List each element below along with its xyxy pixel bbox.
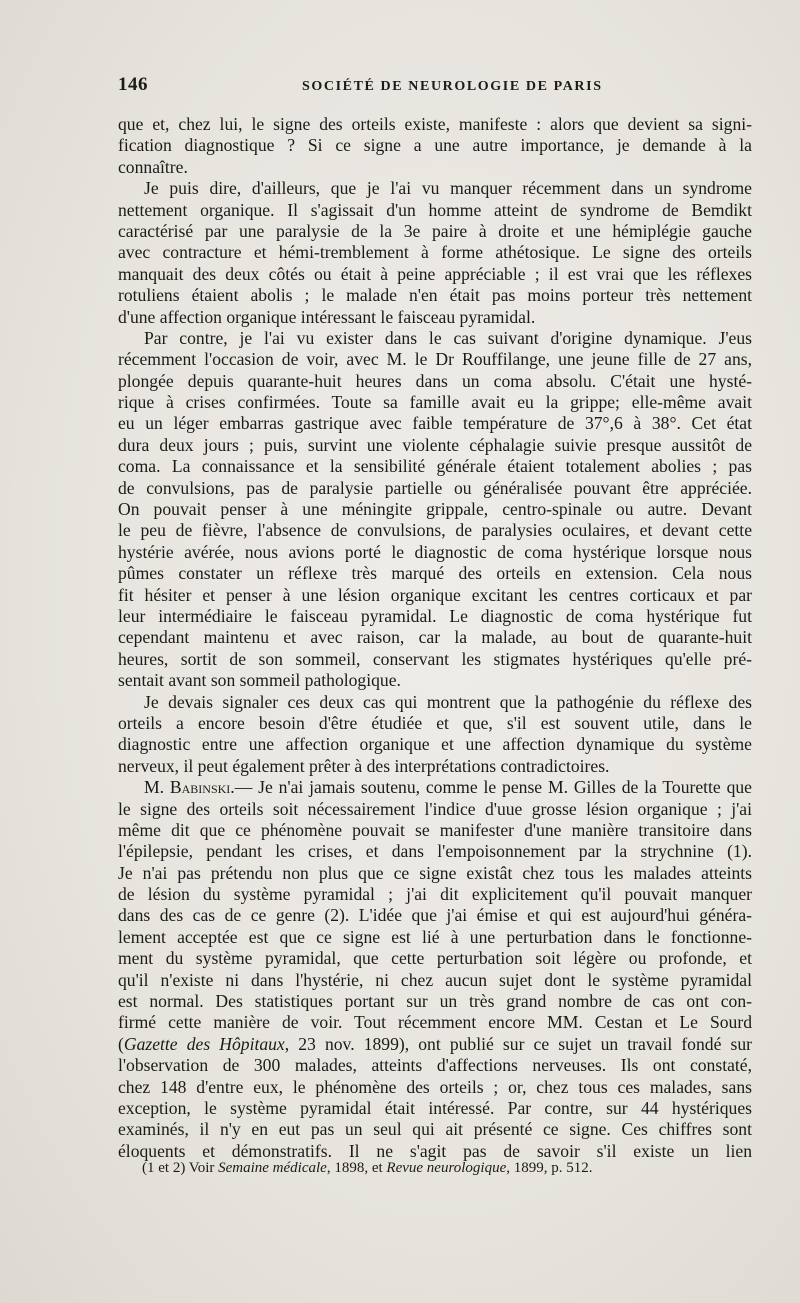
text-line: éloquents et démonstratifs. Il ne s'agit pas de savoir s'il existe un lien [118,1140,752,1161]
text-line: dans des cas de ce genre (2). L'idée que j'ai émise et qui est aujourd'hui généra- [118,905,752,926]
text-line: fit hésiter et penser à une lésion organique excitant les centres corticaux et par [118,584,752,605]
footnote-journal: Revue neurologique [386,1160,507,1176]
text-line: lement acceptée est que ce signe est lié à une perturbation dans le fonctionne- [118,926,752,947]
text-line: l'observation de 300 malades, atteints d'affections nerveuses. Ils ont constaté, [118,1055,752,1076]
text-line: de convulsions, pas de paralysie partielle ou généralisée pouvant être appréciée. [118,477,752,498]
text-line: récemment l'occasion de voir, avec M. le Dr Rouffilange, une jeune fille de 27 ans, [118,349,752,370]
text-line: cependant maintenu et avec raison, car la malade, au bout de quarante-huit [118,627,752,648]
speaker-name: M. Babinski. [144,777,235,798]
text-line: nettement organique. Il s'agissait d'un homme atteint de syndrome de Bemdikt [118,199,752,220]
text-line: hystérie avérée, nous avions porté le diagnostic de coma hystérique lorsque nous [118,541,752,562]
text-line: sentait avant son sommeil pathologique. [118,670,401,691]
text-line: orteils a encore besoin d'être étudiée et que, s'il est souvent utile, dans le [118,712,752,733]
text-line-speaker: M. Babinski.— Je n'ai jamais soutenu, comme le pense M. Gilles de la Tourette que [144,777,752,798]
text-line: ment du système pyramidal, que cette perturbation soit légère ou profonde, et [118,948,752,969]
text-line: rotuliens étaient abolis ; le malade n'en était pas moins porteur très nettement [118,285,752,306]
text-line: Je devais signaler ces deux cas qui montrent que la pathogénie du réflexe des [144,691,752,712]
text-line: On pouvait penser à une méningite grippale, centro-spinale ou autre. Devant [118,499,752,520]
text-line: l'épilepsie, pendant les crises, et dans l'empoisonnement par la strychnine (1). [118,841,752,862]
text-line: chez 148 d'entre eux, le phénomène des orteils ; or, chez tous ces malades, sans [118,1076,752,1097]
text-line: Je n'ai pas prétendu non plus que ce signe existât chez tous les malades atteints [118,862,752,883]
text-line: avec contracture et hémi-tremblement à forme athétosique. Le signe des orteils [118,242,752,263]
text-line: plongée depuis quarante-huit heures dans un coma absolu. C'était une hysté- [118,370,752,391]
text-line: Je puis dire, d'ailleurs, que je l'ai vu manquer récemment dans un syndrome [144,178,752,199]
text-line: caractérisé par une paralysie de la 3e paire à droite et une hémiplégie gauche [118,220,752,241]
text-line: diagnostic entre une affection organique et une affection dynamique du système [118,734,752,755]
text-line: fication diagnostique ? Si ce signe a une autre importance, je demande à la [118,135,752,156]
text-line: le signe des orteils soit nécessairement l'indice d'uue grosse lésion organique ; j'ai [118,798,752,819]
text-line: dura deux jours ; puis, survint une violente céphalagie suivie presque aussitôt de [118,434,752,455]
text-line: de lésion du système pyramidal ; j'ai dit explicitement qu'il pouvait manquer [118,884,752,905]
text-line: eu un léger embarras gastrique avec faible température de 37°,6 à 38°. Cet état [118,413,752,434]
journal-title: Gazette des Hôpitaux [123,1033,285,1054]
text-line: d'une affection organique intéressant le faisceau pyramidal. [118,306,536,327]
text-line: exception, le système pyramidal était intéressé. Par contre, sur 44 hystériques [118,1097,752,1118]
text-line: heures, sortit de son sommeil, conservant les stigmates hystériques qu'elle pré- [118,648,752,669]
text-line-citation: (Gazette des Hôpitaux, 23 nov. 1899), ont publié sur ce sujet un travail fondé sur [118,1033,752,1054]
text-line: est normal. Des statistiques portant sur un très grand nombre de cas ont con- [118,991,752,1012]
text-line: manquait des deux côtés ou était à peine appréciable ; il est vrai que les réflexes [118,263,752,284]
text-line: même dit que ce phénomène pouvait se manifester d'une manière transitoire dans [118,819,752,840]
page-header [118,74,678,102]
text-line: nerveux, il peut également prêter à des interprétations contradictoires. [118,755,610,776]
text-line: connaître. [118,156,188,177]
text-line: firmé cette manière de voir. Tout récemment encore MM. Cestan et Le Sourd [118,1012,752,1033]
body-text [118,114,752,1162]
text-line: leur intermédiaire le faisceau pyramidal. Le diagnostic de coma hystérique fut [118,605,752,626]
text-line: qu'il n'existe ni dans l'hystérie, ni chez aucun sujet dont le système pyramidal [118,969,752,990]
text-line: examinés, il n'y en eut pas un seul qui ait présenté ce signe. Ces chiffres sont [118,1119,752,1140]
text-line: coma. La connaissance et la sensibilité générale étaient totalement abolies ; pas [118,456,752,477]
text-line: pûmes constater un réflexe très marqué des orteils en extension. Cela nous [118,563,752,584]
footnote: (1 et 2) Voir Semaine médicale, 1898, et Revue neurologique, 1899, p. 512. [142,1160,593,1176]
page-number: 146 [118,74,148,95]
text-line: Par contre, je l'ai vu exister dans le cas suivant d'origine dynamique. J'eus [144,327,752,348]
text-line: rique à crises confirmées. Toute sa famille avait eu la grippe; elle-même avait [118,392,752,413]
footnote-journal: Semaine médicale [218,1160,327,1176]
running-head: SOCIÉTÉ DE NEUROLOGIE DE PARIS [302,79,603,94]
text-line: le peu de fièvre, l'absence de convulsions, de paralysies oculaires, et devant cette [118,520,752,541]
text-line: que et, chez lui, le signe des orteils existe, manifeste : alors que devient sa signi- [118,114,752,134]
